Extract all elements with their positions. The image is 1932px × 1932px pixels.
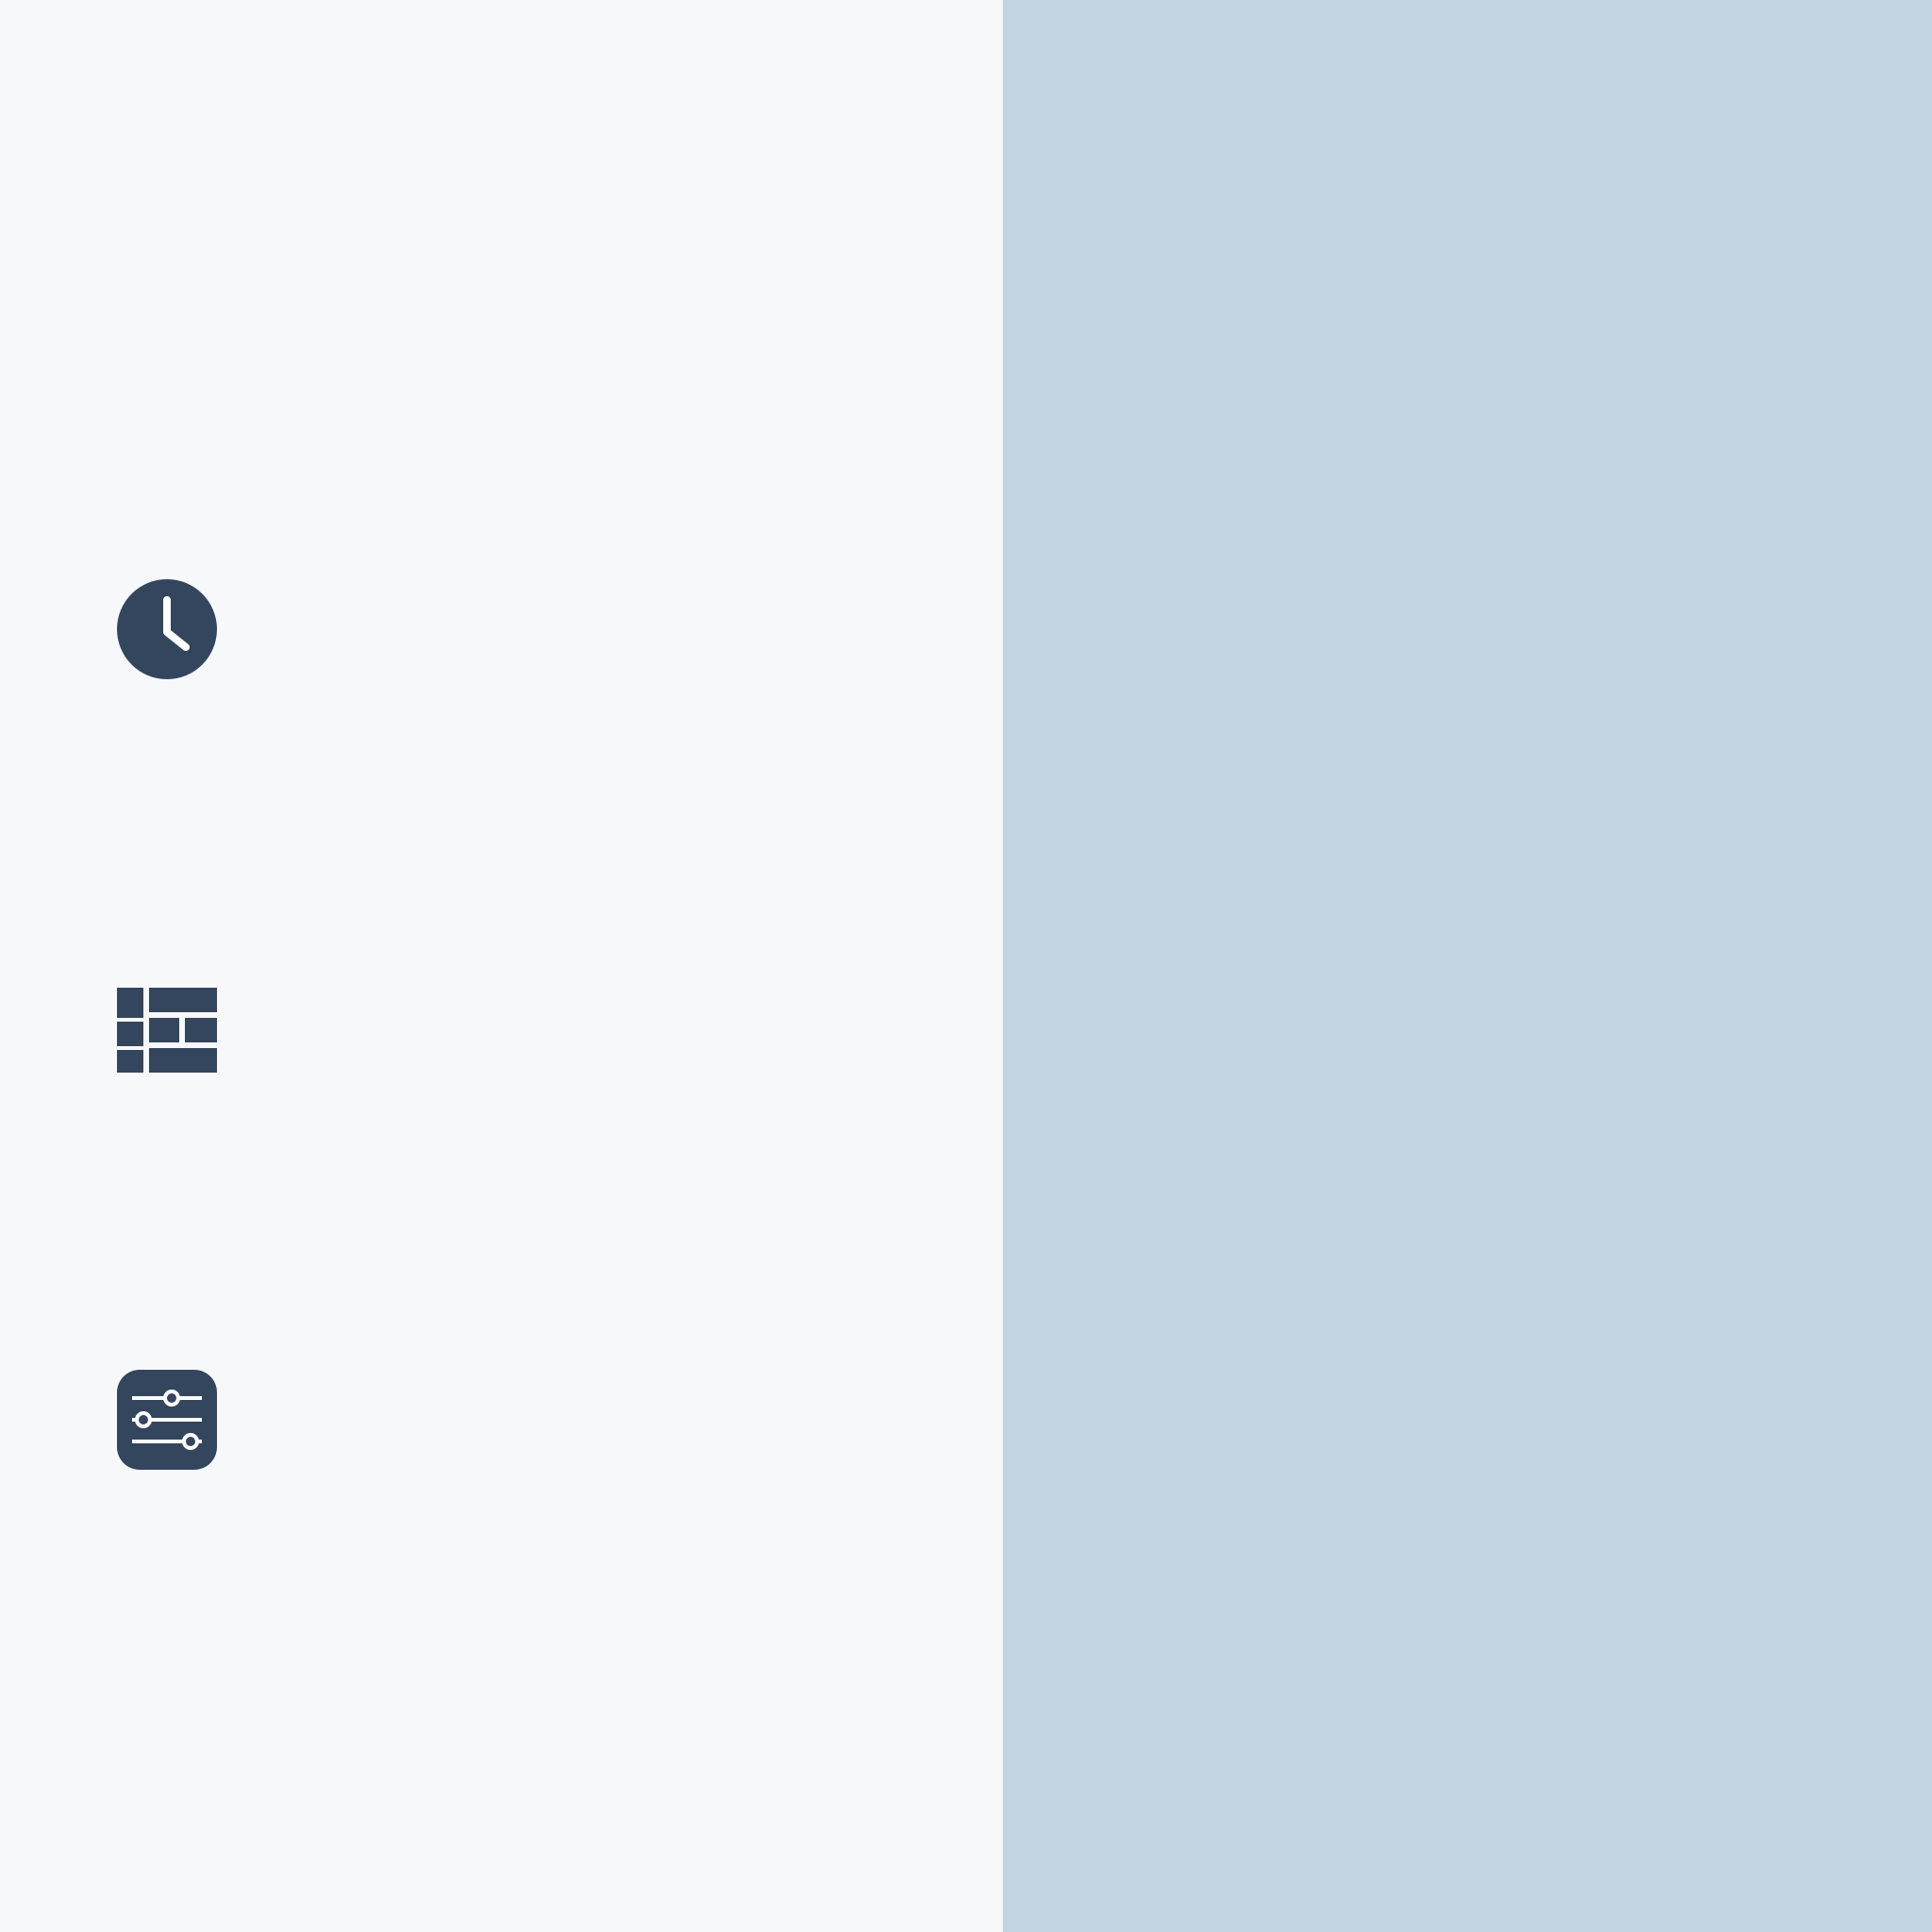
right-panel (1003, 0, 1932, 1932)
layout-grid-icon (115, 978, 219, 1082)
feature-customizable (115, 1368, 964, 1613)
feature-time-saving (115, 577, 964, 823)
feature-organized-layout (115, 978, 964, 1224)
sliders-icon (115, 1368, 219, 1472)
clock-icon (115, 577, 219, 681)
